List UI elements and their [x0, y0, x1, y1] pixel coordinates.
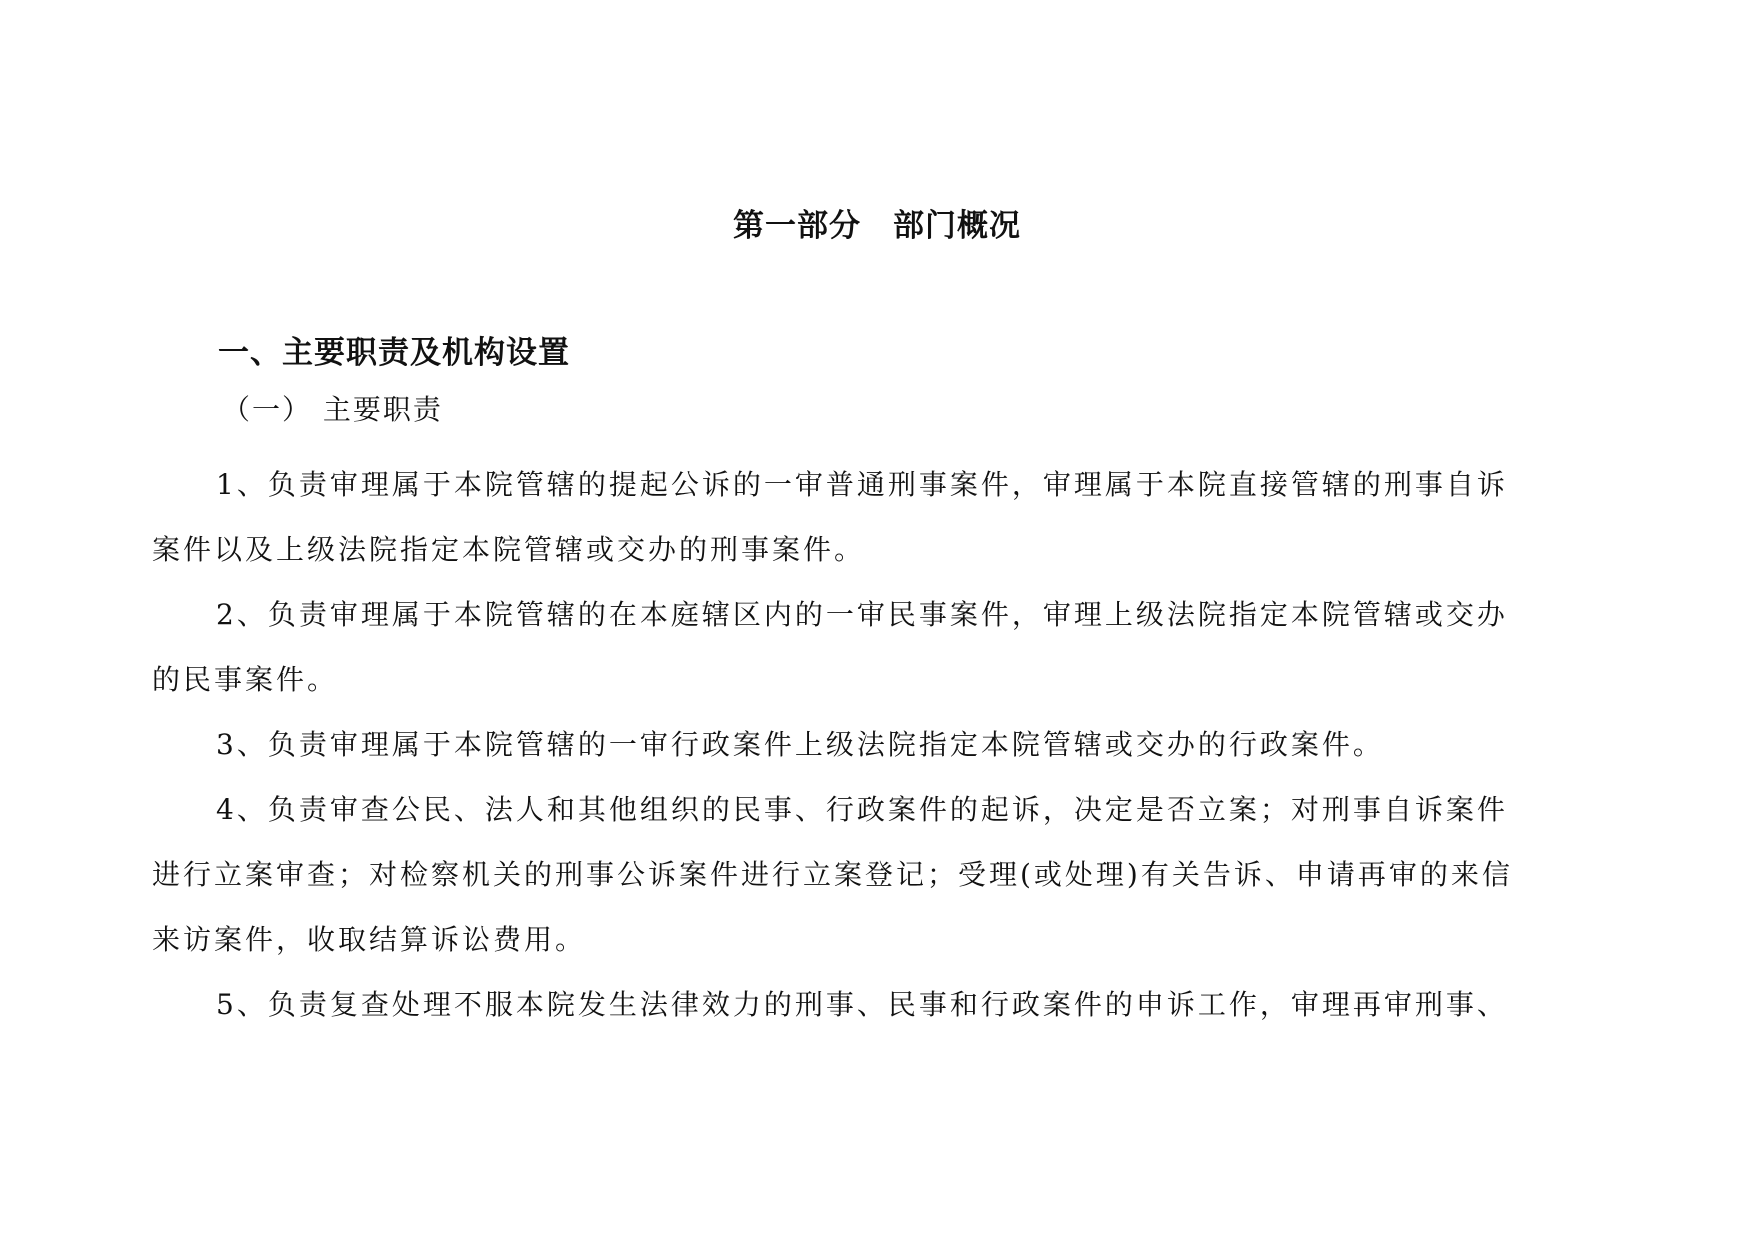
section-heading: 一、主要职责及机构设置 — [218, 335, 570, 371]
paragraph-line: 4、负责审查公民、法人和其他组织的民事、行政案件的起诉，决定是否立案；对刑事自诉案件 — [216, 793, 1508, 826]
paragraph-line: 2、负责审理属于本院管辖的在本庭辖区内的一审民事案件，审理上级法院指定本院管辖或交办 — [216, 598, 1508, 631]
paragraph-line: 案件以及上级法院指定本院管辖或交办的刑事案件。 — [152, 533, 866, 566]
paragraph-3 — [152, 712, 1612, 777]
page-title: 第一部分 部门概况 — [733, 208, 1021, 244]
paragraph-line: 3、负责审理属于本院管辖的一审行政案件上级法院指定本院管辖或交办的行政案件。 — [216, 728, 1384, 761]
body-text — [152, 452, 1612, 1037]
paragraph-1 — [152, 452, 1612, 582]
subsection-heading: （一） 主要职责 — [222, 393, 443, 426]
paragraph-line: 来访案件，收取结算诉讼费用。 — [152, 923, 587, 956]
paragraph-line: 的民事案件。 — [152, 663, 339, 696]
paragraph-line: 进行立案审查；对检察机关的刑事公诉案件进行立案登记；受理(或处理)有关告诉、申请再审的来信 — [152, 858, 1513, 891]
paragraph-4 — [152, 777, 1612, 972]
paragraph-line: 1、负责审理属于本院管辖的提起公诉的一审普通刑事案件，审理属于本院直接管辖的刑事自诉 — [216, 468, 1508, 501]
paragraph-2 — [152, 582, 1612, 712]
paragraph-5 — [152, 972, 1612, 1037]
paragraph-line: 5、负责复查处理不服本院发生法律效力的刑事、民事和行政案件的申诉工作，审理再审刑事、 — [216, 988, 1508, 1021]
